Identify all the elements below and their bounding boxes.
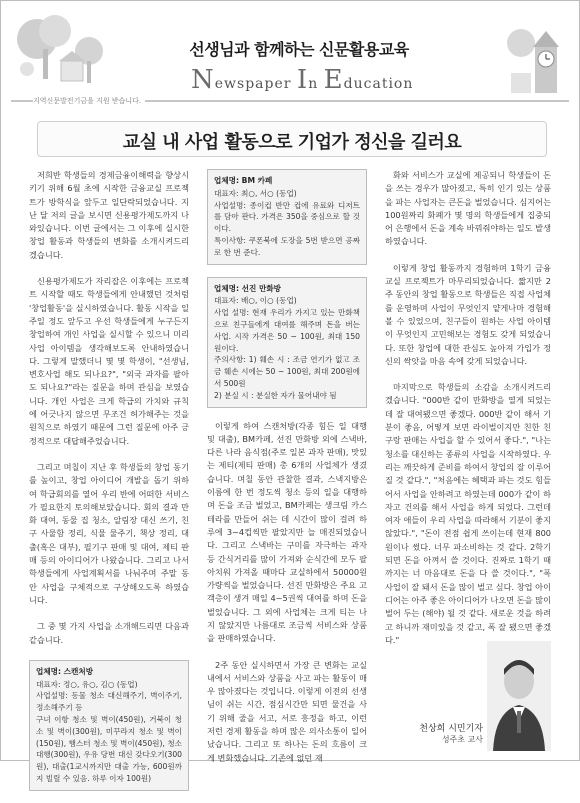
author-portrait: [487, 641, 551, 751]
business-box-line: 구녀 이항 청소 및 벽이(450원), 거북이 청소 및 벽이(300원), 미꾸라지 청소 및 벽이(150원), 햄스터 청소 및 벽이(450원), 청소 대행(300원), 우유 당번 대신 갖다오기(300원), 대출(1교시까지만 대출 가능, 600원까지 빌릴 수 있음. 하루 이자 100원): [36, 714, 182, 783]
business-box-bm-cafe: [207, 169, 367, 265]
business-box-title: 업체명: BM 카페: [214, 176, 273, 185]
tree-house-illustration: [9, 9, 119, 95]
banner-letter-e: E: [323, 65, 344, 95]
paragraph: 이렇게 하여 스캔처방(각종 힘든 일 대행 및 대출), BM카페, 선진 만화방 외에 스낵바, 다른 나라 음식점(주로 일본 과자 판매), 맛있는 제티(제티 판매) 총 6개의 사업체가 생겼습니다. 며칠 동안 관찰한 결과, 스낵지방은 이름에 한 번 정도씩 청소 등의 일을 대행하며 돈을 조금 벌었고, BM카페는 생크림 카스테라를 만들어 쉬는 데 시간이 많이 걸려 하루에 3~4컵씩만 팔았지만 늘 매진되었습니다. 그리고 스낵바는 구미를 자극하는 과자 등 간식거리를 많이 가져와 순식간에 모두 팔아치워 가져올 때마다 교실하에서 50000원 가량씩을 벌었습니다. 선진 만화방은 주요 고객층이 생겨 매일 4~5권씩 대여를 하며 돈을 벌었습니다. 그 외에 사업체는 크게 티는 나지 않았지만 나름대로 조금씩 서비스와 상품을 판매하였습니다.: [207, 420, 367, 644]
header: [1, 1, 579, 109]
business-box-title: 업체명: 스캔처방: [36, 666, 94, 676]
business-box-line: 사업설명: 종이컵 반만 컵에 유료와 디저트를 담아 판다. 가격은 350을 중심으로 할 것이다.: [214, 200, 360, 234]
series-title: 선생님과 함께하는 신문활용교육: [189, 40, 409, 59]
banner-letter-n: N: [191, 65, 215, 95]
business-box-line: 2) 분실 시 : 분실한 자가 물어내야 됨: [214, 390, 337, 400]
business-box-line: 주의사항: 1) 훼손 시 : 조금 연기가 없고 조금 훼손 시에는 50 ~ 100원, 최대 200원에서 500원: [214, 355, 360, 388]
author-role: 성주초 교사: [441, 735, 483, 744]
business-box-scanner: [29, 660, 189, 791]
newspaper-in-education-banner: [191, 61, 491, 93]
paragraph: 2주 동안 실시하면서 가장 큰 변화는 교실 내에서 서비스와 상품을 사고 파는 활동이 매우 많아졌다는 것입니다. 이렇게 이전의 선생님이 쉬는 시간, 점심시간만 되면 물건을 사기 위해 줄을 서고, 서로 흥정을 하고, 이런 저런 경제 활동을 하며 많은 의사소통이 일어났습니다. 그리고 또 하나는 돈의 흐름이 크게 변화했습니다. 기존에 없던 재: [207, 659, 367, 763]
article-title: 교실 내 사업 활동으로 기업가 정신을 길러요: [122, 132, 462, 153]
business-box-manhwa: [207, 277, 367, 408]
banner-word-in: n: [308, 76, 319, 92]
business-box-line: 사업 설명: 현재 우리가 가지고 있는 만화책으로 친구들에게 대여를 해주며 돈을 버는 사업. 시작 가격은 50 ~ 100원, 최대 150원이다.: [214, 308, 360, 353]
paragraph: 신용평가제도가 자리잡은 이후에는 프로젝트 시작할 때도 학생들에게 안내했던 것처럼 '창업활동'을 실시하였습니다. 활동 시작을 일주일 정도 앞두고 우선 학생들에게 누구든지 창업하여 개인 사업을 실시할 수 있으니 미리 사업 아이템을 생각해보도록 안내하였습니다. 그렇게 말했더니 몇 몇 학생이, "선생님, 변호사업 해도 되나요?", "외국 과자를 팔아도 되나요?"라는 질문을 하며 관심을 보였습니다. 개인 사업은 크게 학급의 가치와 규칙에 어긋나지 않으면 무조건 허가해주는 것을 원칙으로 하였기 때문에 그런 질문에 아주 긍정적으로 대답해주었습니다.: [29, 276, 189, 446]
banner-word-newspaper: ewspaper: [214, 76, 292, 92]
paragraph: 그리고 며칠이 지난 후 학생들의 창업 동기를 높이고, 창업 아이디어 개발을 돕기 위하여 학급회의를 열어 우리 반에 어떠한 서비스가 필요한지 토의해보았습니다. 회의 결과 만화 대여, 동물 집 청소, 알림장 대신 쓰기, 친구 사물함 정리, 식물 물주기, 책상 정리, 대출(혹은 대부), 필기구 판매 및 대여, 제티 판매 등의 아이디어가 나왔습니다. 그리고 나서 학생들에게 사업계획서를 나눠주며 주말 동안 사업을 구체적으로 구상해오도록 하였습니다.: [29, 461, 189, 605]
column-3: [385, 169, 551, 660]
author-name: 천상희 시민기자: [419, 724, 483, 734]
business-box-line: 대표자: 정○, 유○, 김○ (동업): [36, 679, 138, 689]
author-block: [385, 641, 551, 751]
banner-text: [191, 65, 413, 95]
banner-letter-i: I: [296, 65, 309, 95]
paragraph: 이렇게 창업 활동까지 경험하며 1학기 금융교실 프로젝트가 마무리되었습니다. 짧지만 2주 동안의 창업 활동으로 학생들은 직접 사업체를 운영하며 사업이 무엇인지 얕게나마 경험해볼 수 있었으며, 친구들이 원하는 사업 아이템이 무엇인지 고민해보는 경험도 갖게 되었습니다. 또한 창업에 대한 관심도 높아져 가입가 정신의 싹앗을 마음 속에 갖게 되었습니다.: [385, 262, 551, 366]
paragraph: 마지막으로 학생들의 소감을 소개시켜드리겠습니다. "000반 같이 만화방을 열게 되었는데 잘 대여됐으면 좋겠다. 000반 같이 해서 기분이 좋음, 어떻게 보면 라이벌이지만 친한 친구랑 판매는 사업을 할 수 있어서 좋다.", "나는 청소를 대신하는 종류의 사업을 시작하였다. 우리는 깨끗하게 준비를 하여서 창업의 잘 이루어 질 것 같다.", "처음에는 혜택과 파는 것도 힘들어서 사업을 안하려고 하였는데 000가 같이 하자고 건의를 해서 사업을 하게 되었다. 그런데 여자 애들이 우리 사업을 따라해서 기분이 좋지 않았다.", "돈이 전점 쉽게 쓰이는데 현재 800원이나 썼다. 너무 파소비하는 것 같다. 2학기 되면 돈을 아껴서 쓸 것이다. 진짜로 1학기 때까지는 너 마음대로 돈을 다 쓸 것이다.", "폭 사업이 잘 돼서 돈을 많이 벌고 싶다. 창업 아이디어는 아주 좋은 아이디어가 나오면 돈을 많이 벌어 두는 (해야) 될 것 같다. 새로운 것을 하려고 하니까 재미있을 것 같고, 폭 잘 됐으면 좋겠다.": [385, 382, 551, 645]
business-box-line: 사업설명: 동물 청소 대신해주기, 벽이주기, 정소해주기 등: [36, 691, 182, 713]
business-box-line: 대표자: 배○, 이○ (동업): [214, 296, 297, 306]
paragraph: 저희반 학생들의 경제금융이해력을 향상시키기 위해 6월 초에 시작한 금융교실 프로젝트가 방학식을 앞두고 일단락되었습니다. 지난 달 저의 글을 보시면 신용평가제도까지 나와있습니다. 이번 글에서는 그 이후에 실시한 창업 활동과 학생들의 변화를 소개시켜드리겠습니다.: [29, 170, 189, 260]
column-1: [29, 169, 189, 803]
title-box: [37, 121, 547, 157]
business-box-line: 특이사항: 쿠폰북에 도장을 5번 받으면 공짜로 한 번 준다.: [214, 235, 360, 257]
business-box-line: 대표자: 최○, 서○ (동업): [214, 188, 297, 198]
paragraph: 화와 서비스가 교실에 제공되니 학생들이 돈을 쓰는 경우가 많아졌고, 특히 인기 있는 상품을 파는 사업자는 큰돈을 벌었습니다. 심지어는 100원짜리 화폐가 몇 명의 학생들에게 집중되어 은행에서 돈을 계속 바꿔줘야하는 일도 발생하였습니다.: [385, 170, 551, 247]
business-box-title: 업체명: 선진 만화방: [214, 283, 282, 293]
column-2: [207, 169, 367, 778]
header-note: 지역신문발전기금을 지원 받습니다.: [33, 96, 145, 106]
banner-word-education: ducation: [343, 76, 414, 92]
clock-tower-illustration: [501, 23, 571, 103]
paragraph: 그 중 몇 가지 사업을 소개해드리면 다음과 같습니다.: [29, 621, 189, 645]
